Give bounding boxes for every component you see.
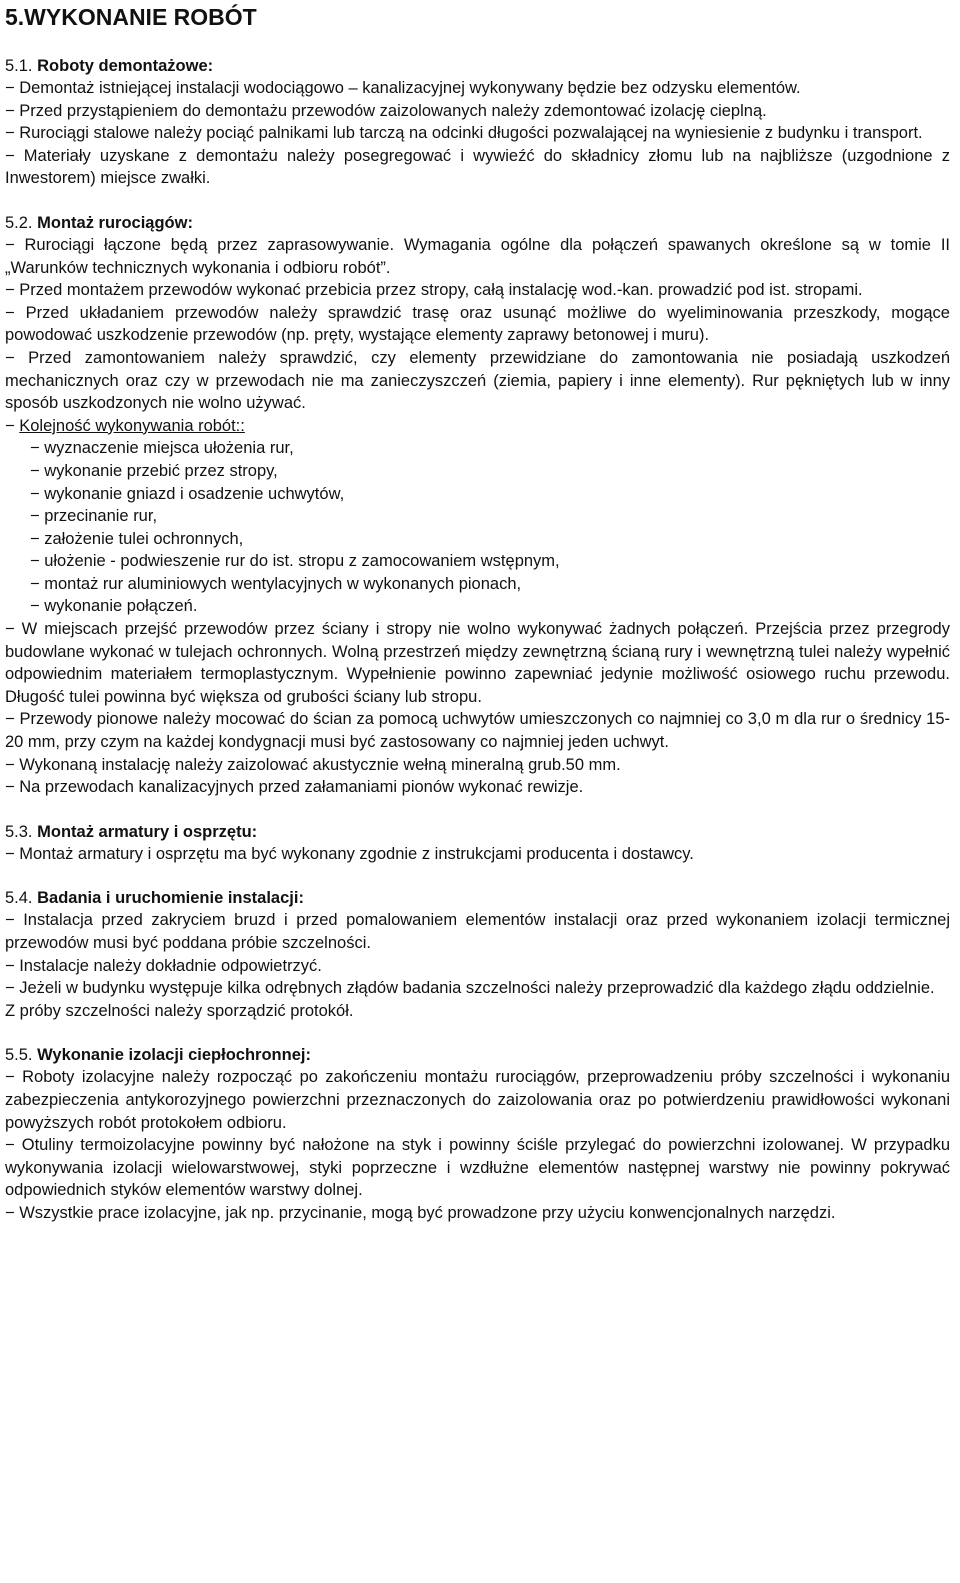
paragraph: − Rurociągi łączone będą przez zaprasowywanie. Wymagania ogólne dla połączeń spawanych określone są w tomie II „Warunków technicznych wykonania i odbioru robót”. <box>5 235 950 277</box>
section-title: Montaż rurociągów: <box>37 213 193 232</box>
paragraph: − Przed przystąpieniem do demontażu przewodów zaizolowanych należy zdemontować izolację cieplną. <box>5 101 767 120</box>
paragraph: − Roboty izolacyjne należy rozpocząć po zakończeniu montażu rurociągów, przeprowadzeniu próby szczelności i wykonaniu zabezpieczenia antykorozyjnego powierzchni przeznaczonych do zaizolowania oraz po potwierdzeniu prawidłowości wykonani powyższych robót protokołem odbioru. <box>5 1068 950 1132</box>
paragraph: − Wykonaną instalację należy zaizolować akustycznie wełną mineralną grub.50 mm. <box>5 755 621 774</box>
paragraph: − Instalacje należy dokładnie odpowietrzyć. <box>5 956 322 975</box>
paragraph: − Montaż armatury i osprzętu ma być wykonany zgodnie z instrukcjami producenta i dostawcy. <box>5 844 694 863</box>
paragraph: Z próby szczelności należy sporządzić protokół. <box>5 1001 354 1020</box>
paragraph: − Na przewodach kanalizacyjnych przed załamaniami pionów wykonać rewizje. <box>5 778 584 797</box>
section-number: 5.4. <box>5 889 33 908</box>
paragraph: − Instalacja przed zakryciem bruzd i przed pomalowaniem elementów instalacji oraz przed wykonaniem izolacji termicznej przewodów musi być poddana próbie szczelności. <box>5 911 950 952</box>
section-number: 5.2. <box>5 213 33 232</box>
document-page <box>5 2 950 1225</box>
order-dash: − <box>5 416 20 435</box>
section-title: Badania i uruchomienie instalacji: <box>37 889 304 908</box>
section-heading-5-5 <box>5 1044 950 1066</box>
list-item: − przecinanie rur, <box>30 507 158 526</box>
paragraph: − Wszystkie prace izolacyjne, jak np. przycinanie, mogą być prowadzone przy użyciu konwencjonalnych narzędzi. <box>5 1203 836 1222</box>
paragraph: − W miejscach przejść przewodów przez ściany i stropy nie wolno wykonywać żadnych połączeń. Przejścia przez przegrody budowlane wykonać w tulejach ochronnych. Wolną przestrzeń między zewnętrzną ścianą rury i wewnętrzną tulei należy wypełnić odpowiednim materiałem termoplastycznym. Wypełnienie powinno zapewniać jedynie możliwość osiowego ruchu przewodu. Długość tulei powinna być większa od grubości ściany lub stropu. <box>5 620 950 706</box>
section-number: 5.1. <box>5 57 33 75</box>
section-heading-5-3 <box>5 821 950 843</box>
list-item: − montaż rur aluminiowych wentylacyjnych w wykonanych pionach, <box>30 574 522 593</box>
section-heading-5-2 <box>5 212 950 234</box>
paragraph: − Materiały uzyskane z demontażu należy posegregować i wywieźć do składnicy złomu lub na najbliższe (uzgodnione z Inwestorem) miejsce zwałki. <box>5 146 950 188</box>
paragraph: − Rurociągi stalowe należy pociąć palnikami lub tarczą na odcinki długości pozwalającej na wyniesienie z budynku i transport. <box>5 124 923 143</box>
order-label: Kolejność wykonywania robót:: <box>19 416 245 435</box>
section-heading-5-1 <box>5 55 950 77</box>
paragraph: − Demontaż istniejącej instalacji wodociągowo – kanalizacyjnej wykonywany będzie bez odzysku elementów. <box>5 79 801 97</box>
list-item: − wyznaczenie miejsca ułożenia rur, <box>30 439 294 458</box>
list-item: − wykonanie przebić przez stropy, <box>30 461 278 480</box>
section-number: 5.5. <box>5 1046 33 1065</box>
paragraph: − Jeżeli w budynku występuje kilka odrębnych złądów badania szczelności należy przeprowadzić dla każdego złądu oddzielnie. <box>5 979 935 998</box>
paragraph: − Otuliny termoizolacyjne powinny być nałożone na styk i powinny ściśle przylegać do powierzchni izolowanej. W przypadku wykonywania izolacji wielowarstwowej, styki poprzeczne i wzdłużne elementów następnej warstwy nie powinny pokrywać odpowiednich styków elementów warstwy dolnej. <box>5 1136 950 1200</box>
section-title: Wykonanie izolacji ciepłochronnej: <box>37 1046 311 1065</box>
list-item: − założenie tulei ochronnych, <box>30 529 244 548</box>
list-item: − wykonanie gniazd i osadzenie uchwytów, <box>30 484 345 503</box>
paragraph: − Przed zamontowaniem należy sprawdzić, czy elementy przewidziane do zamontowania nie posiadają uszkodzeń mechanicznych oraz czy w przewodach nie ma zanieczyszczeń (ziemia, papiery i inne elementy). Rur pękniętych lub w inny sposób uszkodzonych nie wolno używać. <box>5 348 950 413</box>
order-heading <box>5 415 950 438</box>
section-heading-5-4 <box>5 887 950 909</box>
section-title: Roboty demontażowe: <box>37 57 214 75</box>
paragraph: − Przewody pionowe należy mocować do ścian za pomocą uchwytów umieszczonych co najmniej co 3,0 m dla rur o średnicy 15-20 mm, przy czym na każdej kondygnacji musi być zastosowany co najmniej jeden uchwyt. <box>5 710 950 752</box>
document-title: 5.WYKONANIE ROBÓT <box>5 4 257 30</box>
section-title: Montaż armatury i osprzętu: <box>37 822 258 841</box>
list-item: − wykonanie połączeń. <box>30 597 198 616</box>
paragraph: − Przed układaniem przewodów należy sprawdzić trasę oraz usunąć możliwe do wyeliminowania przeszkody, mogące powodować uszkodzenie przewodów (np. pręty, wystające elementy zaprawy betonowej i muru). <box>5 303 950 345</box>
list-item: − ułożenie - podwieszenie rur do ist. stropu z zamocowaniem wstępnym, <box>30 552 560 571</box>
section-number: 5.3. <box>5 822 33 841</box>
paragraph: − Przed montażem przewodów wykonać przebicia przez stropy, całą instalację wod.-kan. prowadzić pod ist. stropami. <box>5 281 863 300</box>
